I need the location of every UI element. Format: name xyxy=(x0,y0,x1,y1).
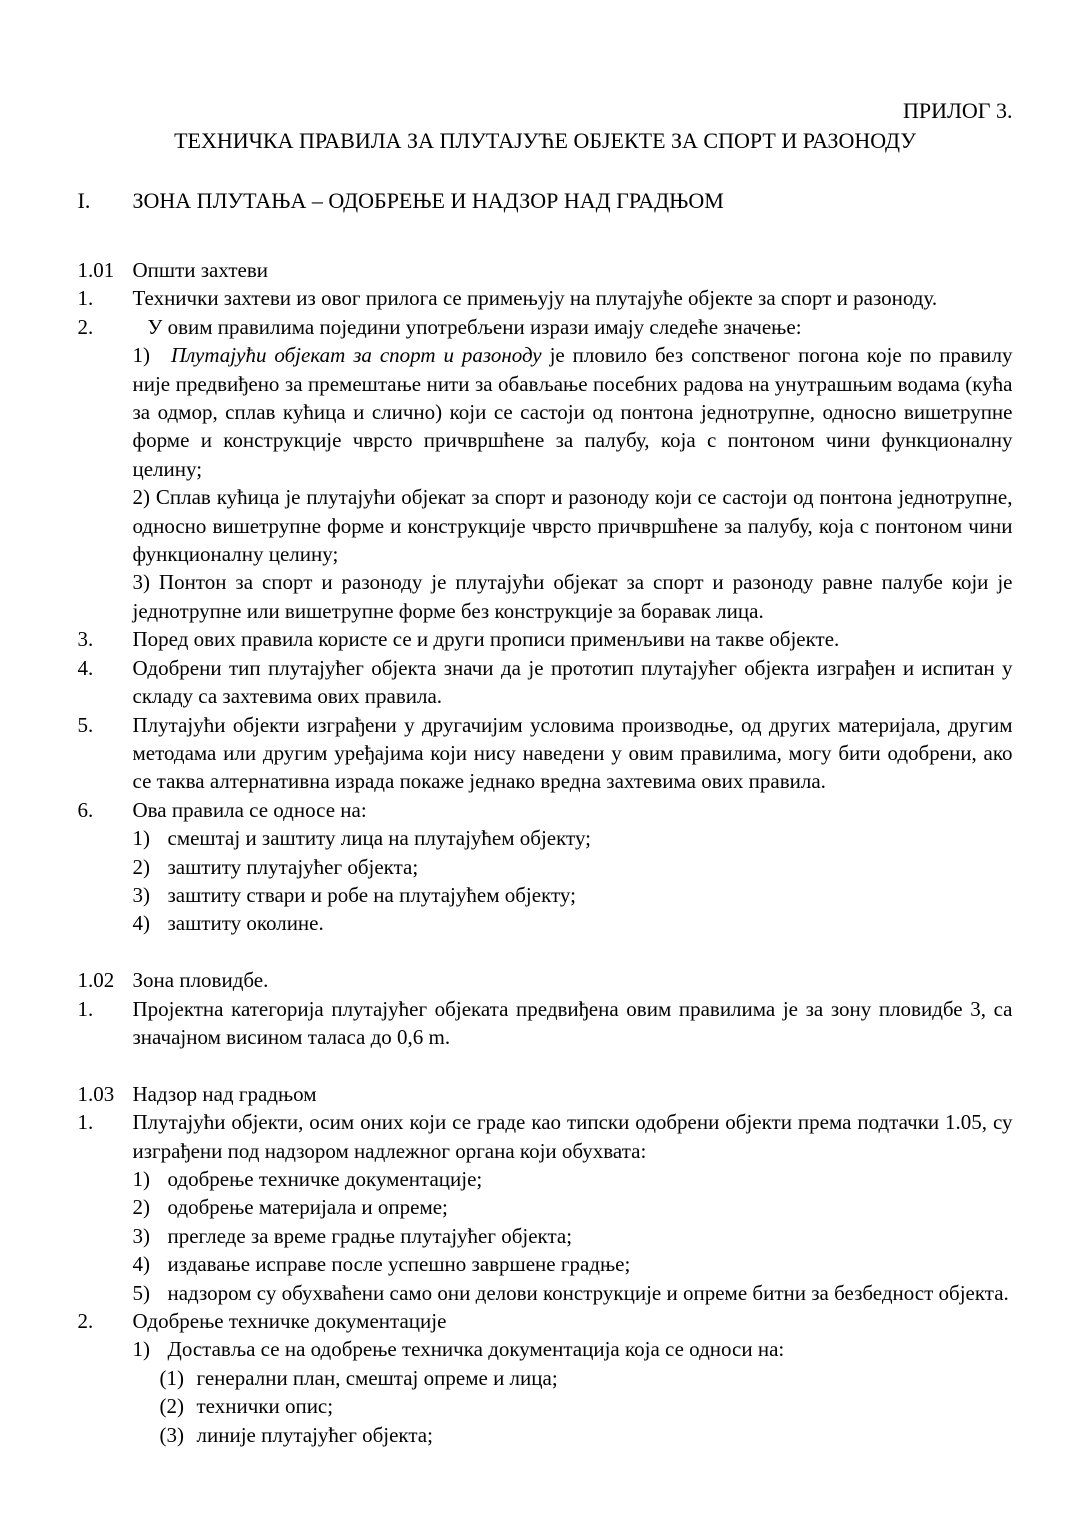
paragraph-text: 2) Сплав кућица је плутајући објекат за спорт и разоноду који се састоји од понтона једнотрупне, односно вишетрупне форме и конструкције чврсто причвршћене за палубу, која с понтоном чини функционалну целину; xyxy=(132,485,1013,567)
paragraph-marker: 1) xyxy=(132,826,150,851)
paragraph xyxy=(133,341,1013,483)
paragraph-text: одобрење техничке документације; xyxy=(167,1166,483,1191)
document-page xyxy=(78,0,1013,1449)
paragraph-text: Одобрени тип плутајућег објекта значи да је прототип плутајућег објекта изграђен и испитан у складу са захтевима ових правила. xyxy=(132,655,1013,709)
section-heading-marker: I. xyxy=(77,188,91,213)
paragraph-marker: 1. xyxy=(77,996,94,1021)
paragraph-text: Поред ових правила користе се и други прописи применљиви на такве објекте. xyxy=(132,627,840,652)
paragraph xyxy=(78,1165,1013,1193)
paragraph xyxy=(78,1222,1013,1250)
paragraph-text: Надзор над градњом xyxy=(132,1081,317,1106)
paragraph-marker: 2) xyxy=(132,1195,150,1220)
paragraph xyxy=(133,568,1013,625)
paragraph-text: Општи захтеви xyxy=(132,258,268,282)
paragraph-marker: 1.01 xyxy=(77,258,115,282)
paragraph-marker: 2) xyxy=(132,854,150,879)
paragraph-marker: 2. xyxy=(77,314,94,339)
paragraph-marker: 5) xyxy=(132,1280,150,1305)
paragraph-text: 3) Понтон за спорт и разоноду је плутајући објекат за спорт и разоноду равне палубе који је једнотрупне или вишетрупне форме без конструкције за боравак лица. xyxy=(132,570,1013,623)
paragraph-marker: 1) xyxy=(132,1337,150,1362)
paragraph-text: смештај и заштиту лица на плутајућем објекту; xyxy=(167,826,592,851)
paragraph-text: Технички захтеви из овог прилога се примењују на плутајуће објекте за спорт и разоноду. xyxy=(132,286,938,311)
paragraph-text: Доставља се на одобрење техничка документација која се односи на: xyxy=(167,1337,785,1362)
paragraph-marker: 1.03 xyxy=(77,1081,115,1106)
paragraph-text: надзором су обухваћени само они делови конструкције и опреме битни за безбедност објекта. xyxy=(167,1280,1009,1305)
paragraph-text: Пројектна категорија плутајућег објеката предвиђена овим правилима је за зону пловидбе 3, са значајном висином таласа до 0,6 m. xyxy=(132,996,1013,1049)
paragraph-marker: 3) xyxy=(132,882,150,907)
paragraph-marker: 5. xyxy=(77,712,94,737)
paragraph xyxy=(78,1250,1013,1278)
paragraph-text: Зона пловидбе. xyxy=(132,968,269,993)
paragraph-text: Ова правила се односе на: xyxy=(132,797,367,822)
paragraph-text: технички опис; xyxy=(196,1394,334,1419)
section-heading-text: ЗОНА ПЛУТАЊА – ОДОБРЕЊЕ И НАДЗОР НАД ГРАДЊОМ xyxy=(132,188,724,213)
paragraph xyxy=(78,654,1013,711)
paragraph xyxy=(78,625,1013,653)
paragraph-marker: 1.02 xyxy=(77,968,115,993)
paragraph xyxy=(78,1080,1013,1108)
annex-label: ПРИЛОГ 3. xyxy=(902,98,1013,123)
paragraph xyxy=(78,284,1013,312)
paragraph-text: Плутајући објекти изграђени у другачијим условима производње, од других материјала, другим методама или другим уређајима који нису наведени у овим правилима, могу бити одобрени, ако се таква алтернативна израда покаже једнако вредна захтевима ових правила. xyxy=(132,712,1013,794)
paragraph xyxy=(78,1108,1013,1165)
section-heading xyxy=(78,186,1013,216)
paragraph-marker: (3) xyxy=(159,1422,184,1447)
paragraph xyxy=(78,995,1013,1052)
paragraph-text: прегледе за време градње плутајућег објекта; xyxy=(167,1223,573,1248)
paragraph xyxy=(78,711,1013,796)
paragraph-marker: 3) xyxy=(132,1223,150,1248)
paragraph xyxy=(78,313,1013,341)
paragraph-text: генерални план, смештај опреме и лица; xyxy=(196,1365,558,1390)
paragraph-text: заштиту ствари и робе на плутајућем објекту; xyxy=(167,882,576,907)
paragraph-text: издавање исправе после успешно завршене градње; xyxy=(167,1252,631,1277)
paragraph xyxy=(78,1392,1013,1420)
paragraph-text: Одобрење техничке документације xyxy=(132,1309,447,1333)
paragraph-marker: 4) xyxy=(132,911,150,936)
paragraph-marker: (1) xyxy=(159,1365,184,1390)
paragraph-marker: 1. xyxy=(77,1110,94,1135)
paragraph-text: 1) Плутајући објекат за спорт и разоноду је пловило без сопственог погона које по правилу није предвиђено за премештање нити за обављање посебних радова на унутрашњим водама (кућа за одмор, сплав кућица и слично) који се састоји од понтона једнотрупне, односно вишетрупне форме и конструкције чврсто причвршћене за палубу, која с понтоном чини функционалну целину; xyxy=(132,343,1013,481)
paragraph-marker: 2. xyxy=(77,1309,94,1333)
paragraph-text: линије плутајућег објекта; xyxy=(196,1422,433,1447)
paragraph-marker: 6. xyxy=(77,797,94,822)
paragraph xyxy=(78,1193,1013,1221)
paragraph-text: Плутајући објекти, осим оних који се граде као типски одобрени објекти према подтачки 1.05, су изграђени под надзором надлежног органа који обухвата: xyxy=(132,1110,1013,1163)
paragraph-text: заштиту околине. xyxy=(167,911,324,936)
paragraph xyxy=(78,1279,1013,1307)
paragraph xyxy=(78,256,1013,284)
paragraph-marker: 3. xyxy=(77,627,94,652)
paragraph-text: У овим правилима поједини употребљени изрази имају следеће значење: xyxy=(147,314,802,339)
paragraph-text: одобрење материјала и опреме; xyxy=(167,1195,448,1220)
paragraph-marker: 4. xyxy=(77,655,94,680)
paragraph xyxy=(78,824,1013,852)
paragraph-list xyxy=(78,256,1013,1449)
paragraph xyxy=(78,853,1013,881)
paragraph-marker: 1) xyxy=(132,1166,150,1191)
paragraph xyxy=(78,881,1013,909)
paragraph xyxy=(78,1421,1013,1449)
paragraph xyxy=(133,483,1013,568)
paragraph-text: заштиту плутајућег објекта; xyxy=(167,854,419,879)
paragraph xyxy=(78,966,1013,994)
document-title: ТЕХНИЧКА ПРАВИЛА ЗА ПЛУТАЈУЋЕ ОБЈЕКТЕ ЗА СПОРТ И РАЗОНОДУ xyxy=(174,128,916,153)
paragraph xyxy=(78,796,1013,824)
paragraph-marker: (2) xyxy=(159,1394,184,1419)
paragraph xyxy=(78,1335,1013,1363)
paragraph xyxy=(78,1364,1013,1392)
paragraph-marker: 4) xyxy=(132,1252,150,1277)
paragraph xyxy=(78,1307,1013,1335)
paragraph xyxy=(78,909,1013,937)
paragraph-marker: 1. xyxy=(77,286,94,311)
